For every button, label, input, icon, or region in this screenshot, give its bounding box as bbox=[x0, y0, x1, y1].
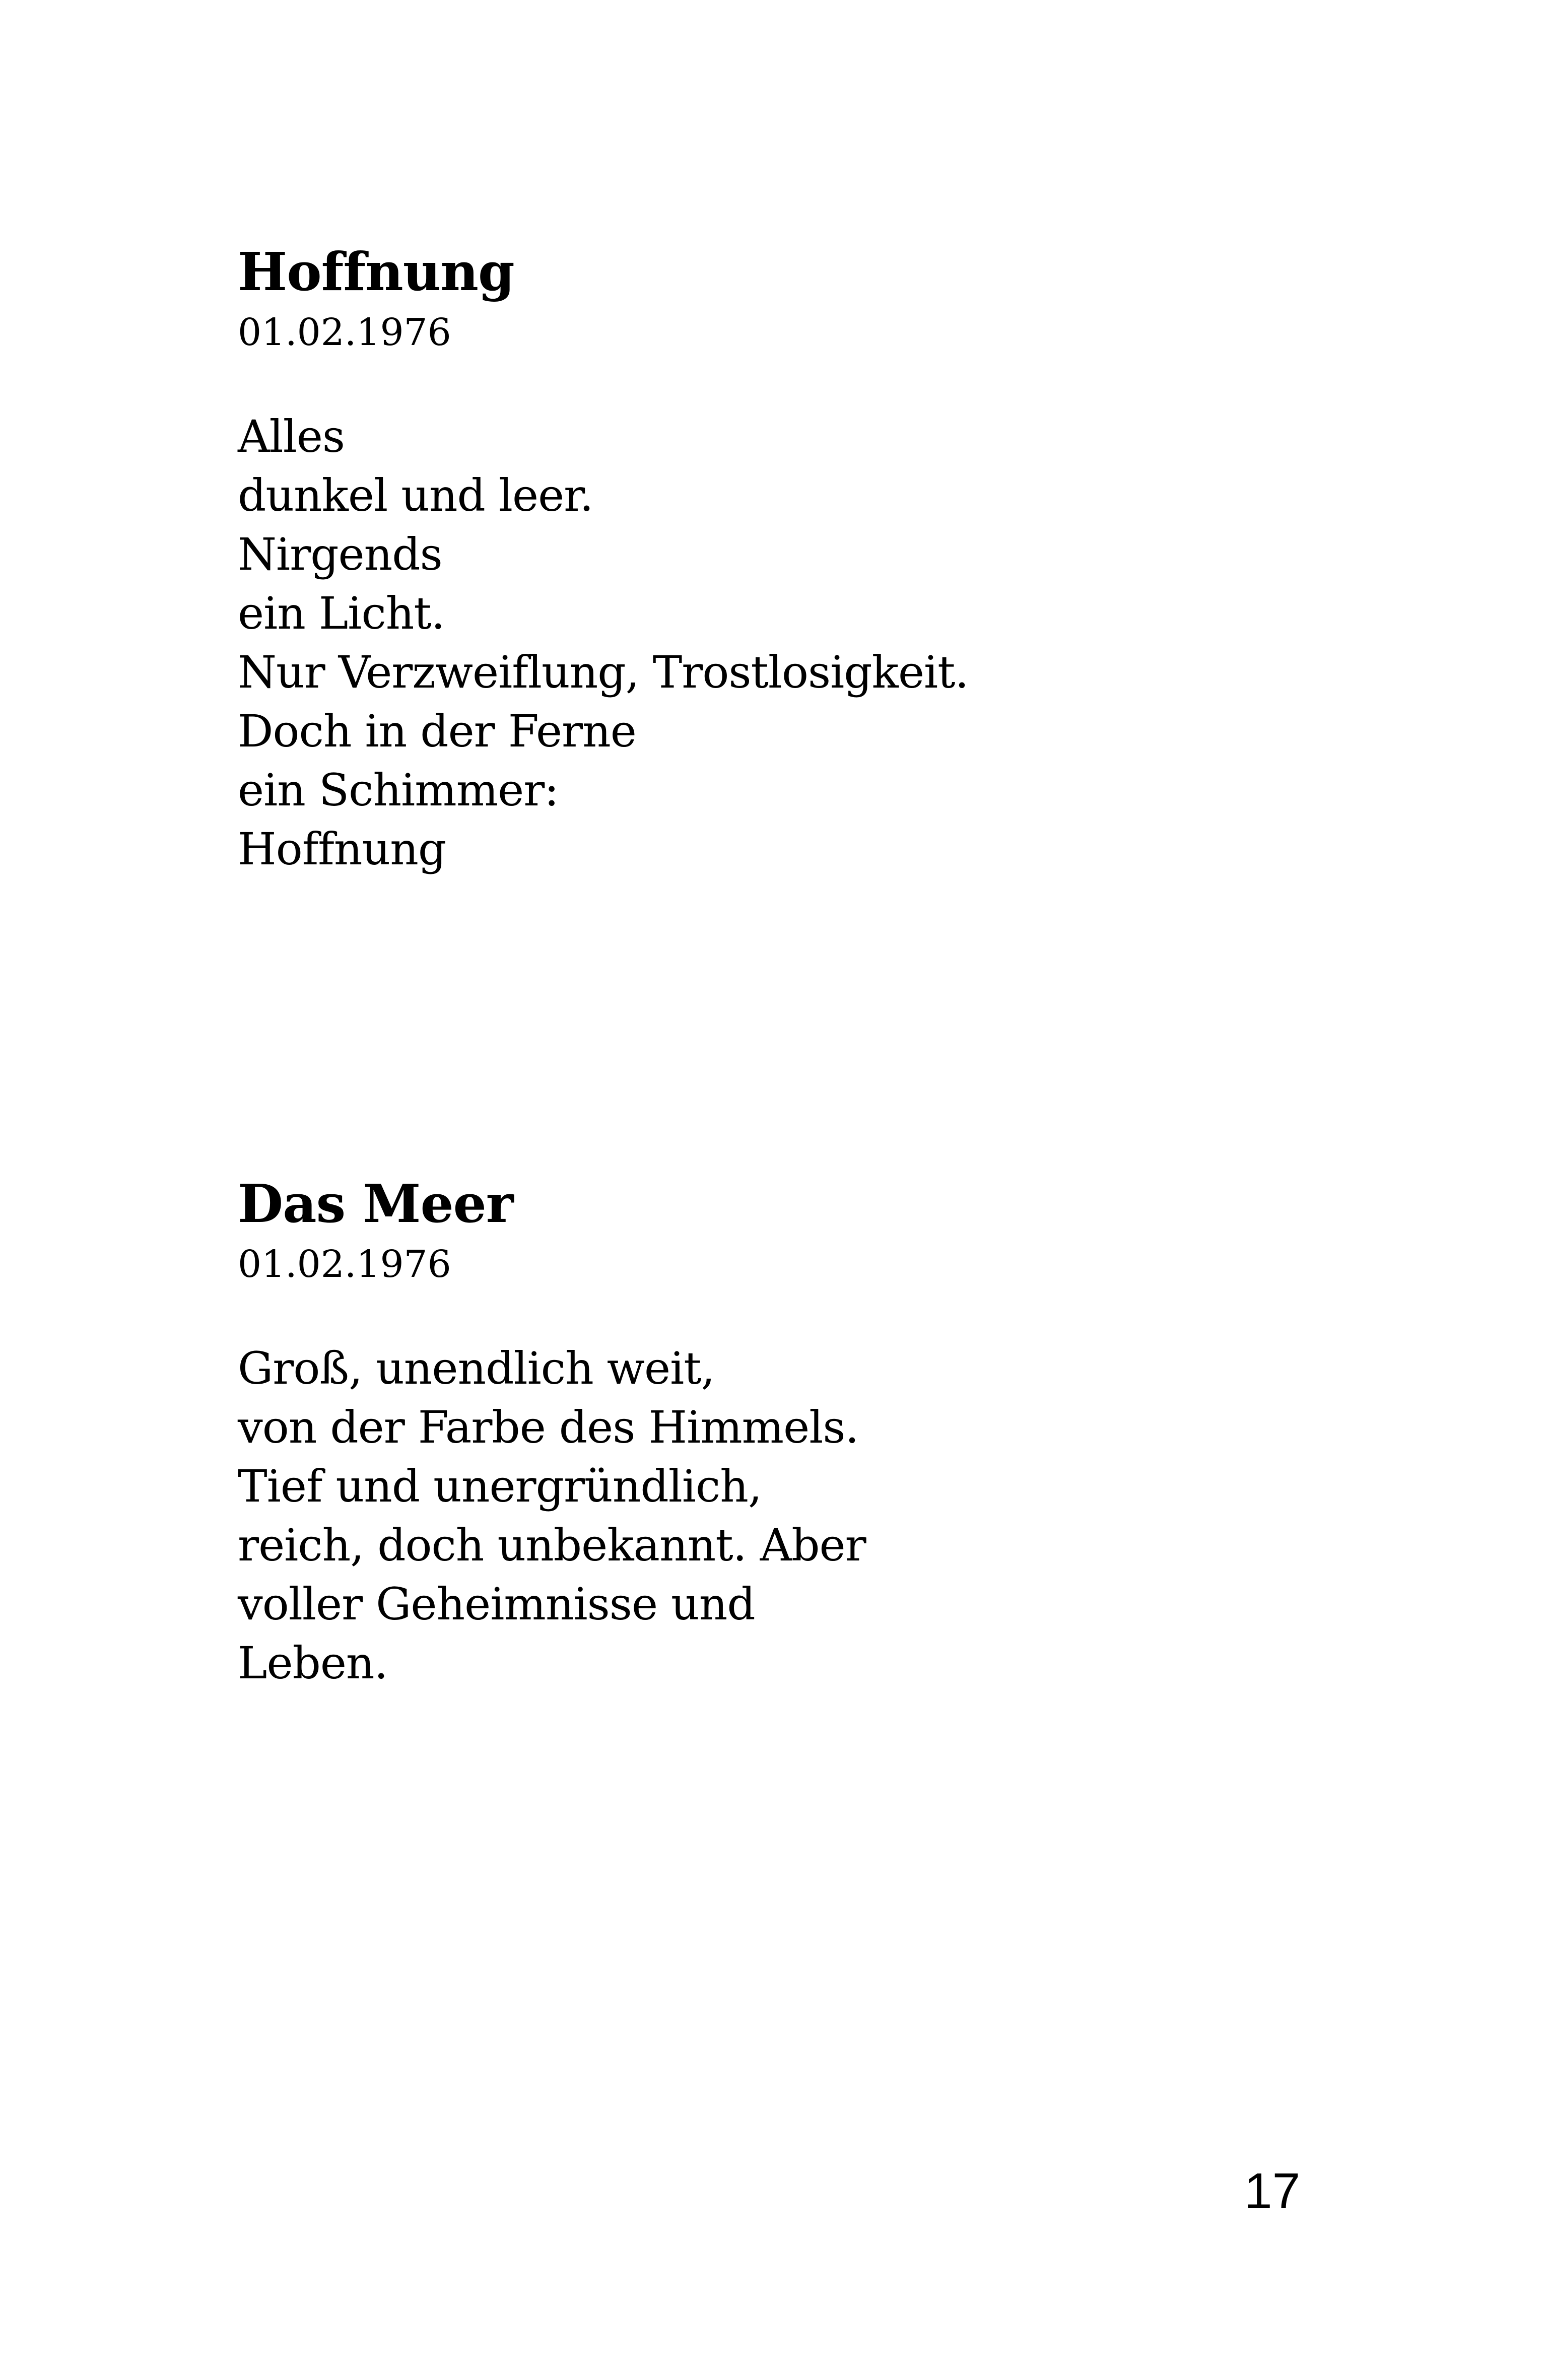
poem-line: ein Schimmer: bbox=[238, 764, 559, 816]
poem-line: Leben. bbox=[238, 1637, 388, 1689]
poem-line: reich, doch unbekannt. Aber bbox=[238, 1519, 866, 1571]
page-number: 17 bbox=[1244, 2163, 1301, 2219]
poem-line: Doch in der Ferne bbox=[238, 705, 636, 757]
poem-body bbox=[238, 1339, 1346, 1692]
poem-line: Nur Verzweiflung, Trostlosigkeit. bbox=[238, 646, 969, 698]
poem-body bbox=[238, 407, 1346, 878]
poem-line: Alles bbox=[238, 411, 345, 462]
poem-title: Das Meer bbox=[238, 1173, 513, 1235]
poem-line: von der Farbe des Himmels. bbox=[238, 1401, 859, 1453]
poem-date: 01.02.1976 bbox=[238, 1243, 451, 1286]
poem-hoffnung bbox=[238, 237, 1346, 878]
poem-line: Hoffnung bbox=[238, 823, 446, 875]
poem-line: Nirgends bbox=[238, 528, 442, 580]
poem-line: dunkel und leer. bbox=[238, 469, 593, 521]
poem-line: voller Geheimnisse und bbox=[238, 1578, 755, 1630]
poem-title: Hoffnung bbox=[238, 241, 514, 303]
poem-line: Tief und unergründlich, bbox=[238, 1460, 762, 1512]
poem-date: 01.02.1976 bbox=[238, 311, 451, 354]
poem-line: ein Licht. bbox=[238, 587, 445, 639]
poem-das-meer bbox=[238, 1169, 1346, 1692]
poem-line: Groß, unendlich weit, bbox=[238, 1342, 715, 1394]
